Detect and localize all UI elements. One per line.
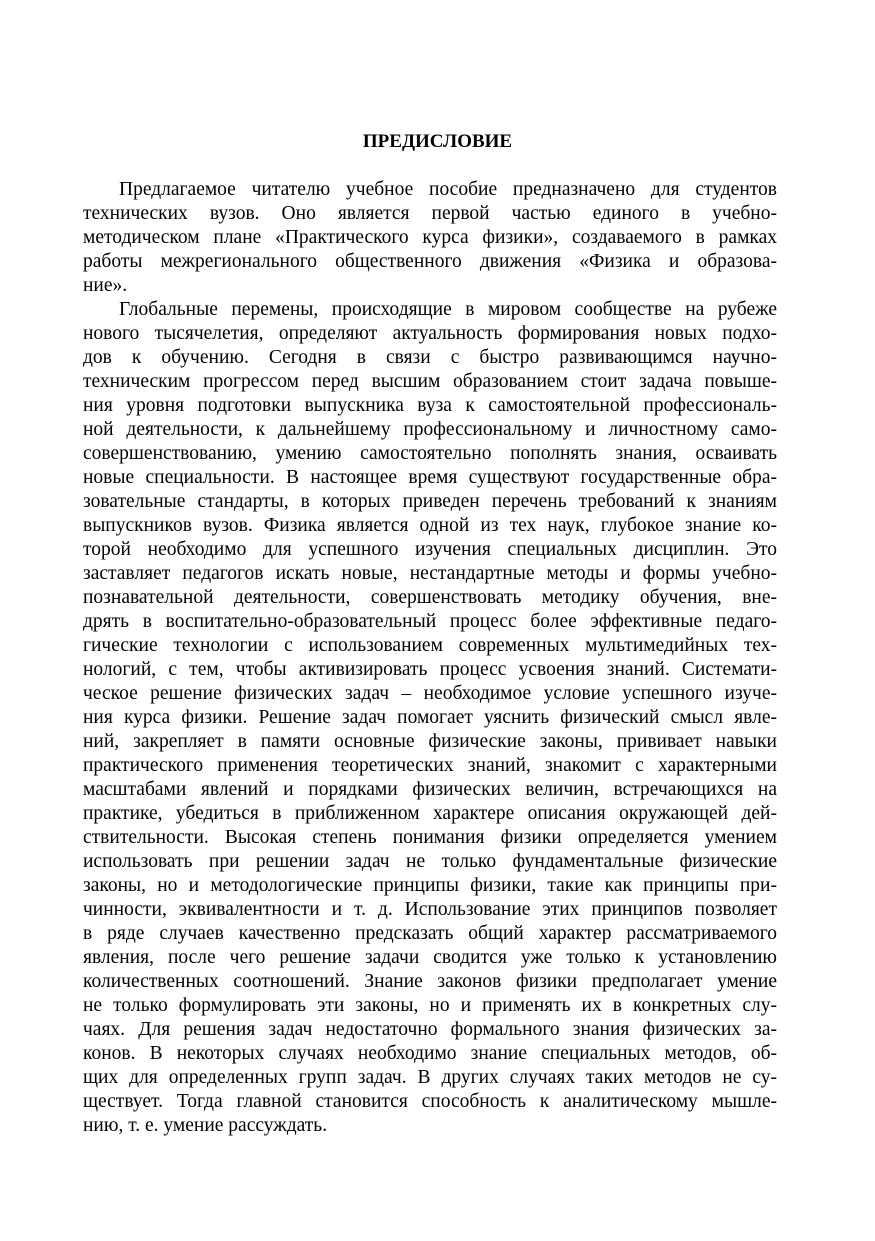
paragraph-2-line: техническим прогрессом перед высшим образованием стоит задача повыше- <box>83 371 777 392</box>
paragraph-2-line: ствительности. Высокая степень понимания физики определяется умением <box>83 827 777 848</box>
paragraph-2-line: ния уровня подготовки выпускника вуза к самостоятельной профессиональ- <box>83 395 777 416</box>
paragraph-2-line: в ряде случаев качественно предсказать общий характер рассматриваемого <box>83 923 777 944</box>
paragraph-2-line: количественных соотношений. Знание законов физики предполагает умение <box>83 971 777 992</box>
paragraph-2-line: нологий, с тем, чтобы активизировать процесс усвоения знаний. Системати- <box>83 659 777 680</box>
paragraph-2-line: ществует. Тогда главной становится способность к аналитическому мышле- <box>83 1091 777 1112</box>
paragraph-2-line: ний, закрепляет в памяти основные физические законы, прививает навыки <box>83 731 777 752</box>
paragraph-2-line: явления, после чего решение задачи сводится уже только к установлению <box>83 947 777 968</box>
paragraph-2-line: Глобальные перемены, происходящие в мировом сообществе на рубеже <box>119 299 777 320</box>
paragraph-1-line: работы межрегионального общественного движения «Физика и образова- <box>83 251 777 272</box>
paragraph-1-line: технических вузов. Оно является первой частью единого в учебно- <box>83 203 777 224</box>
paragraph-2-line: дов к обучению. Сегодня в связи с быстро развивающимся научно- <box>83 347 777 368</box>
paragraph-2-line: использовать при решении задач не только фундаментальные физические <box>83 851 777 872</box>
paragraph-1-line: ние». <box>83 275 128 296</box>
paragraph-2-line: совершенствованию, умению самостоятельно пополнять знания, осваивать <box>83 443 777 464</box>
paragraph-2-line: практике, убедиться в приближенном характере описания окружающей дей- <box>83 803 777 824</box>
paragraph-1-line: Предлагаемое читателю учебное пособие предназначено для студентов <box>119 179 777 200</box>
paragraph-2-line: гические технологии с использованием современных мультимедийных тех- <box>83 635 777 656</box>
paragraph-2-line: нового тысячелетия, определяют актуальность формирования новых подхо- <box>83 323 777 344</box>
paragraph-2-line: новые специальности. В настоящее время существуют государственные обра- <box>83 467 777 488</box>
paragraph-2-line: масштабами явлений и порядками физических величин, встречающихся на <box>83 779 777 800</box>
paragraph-2-line: чаях. Для решения задач недостаточно формального знания физических за- <box>83 1019 777 1040</box>
paragraph-2-line: торой необходимо для успешного изучения специальных дисциплин. Это <box>83 539 777 560</box>
paragraph-2-line: дрять в воспитательно-образовательный процесс более эффективные педаго- <box>83 611 777 632</box>
paragraph-2-line: заставляет педагогов искать новые, нестандартные методы и формы учебно- <box>83 563 777 584</box>
paragraph-2-line: чинности, эквивалентности и т. д. Использование этих принципов позволяет <box>83 899 777 920</box>
paragraph-2-line: познавательной деятельности, совершенствовать методику обучения, вне- <box>83 587 777 608</box>
paragraph-2-line: ческое решение физических задач – необходимое условие успешного изуче- <box>83 683 777 704</box>
paragraph-2-line: нию, т. е. умение рассуждать. <box>83 1115 328 1136</box>
paragraph-2-line: не только формулировать эти законы, но и применять их в конкретных слу- <box>83 995 777 1016</box>
paragraph-2-line: ния курса физики. Решение задач помогает уяснить физический смысл явле- <box>83 707 777 728</box>
page-title: ПРЕДИСЛОВИЕ <box>362 131 513 152</box>
paragraph-1-line: методическом плане «Практического курса физики», создаваемого в рамках <box>83 227 777 248</box>
paragraph-2-line: практического применения теоретических знаний, знакомит с характерными <box>83 755 777 776</box>
paragraph-2-line: ной деятельности, к дальнейшему профессиональному и личностному само- <box>83 419 777 440</box>
paragraph-2-line: конов. В некоторых случаях необходимо знание специальных методов, об- <box>83 1043 777 1064</box>
paragraph-2-line: законы, но и методологические принципы физики, такие как принципы при- <box>83 875 777 896</box>
paragraph-2-line: зовательные стандарты, в которых приведен перечень требований к знаниям <box>83 491 777 512</box>
paragraph-2-line: щих для определенных групп задач. В других случаях таких методов не су- <box>83 1067 777 1088</box>
paragraph-2-line: выпускников вузов. Физика является одной из тех наук, глубокое знание ко- <box>83 515 777 536</box>
